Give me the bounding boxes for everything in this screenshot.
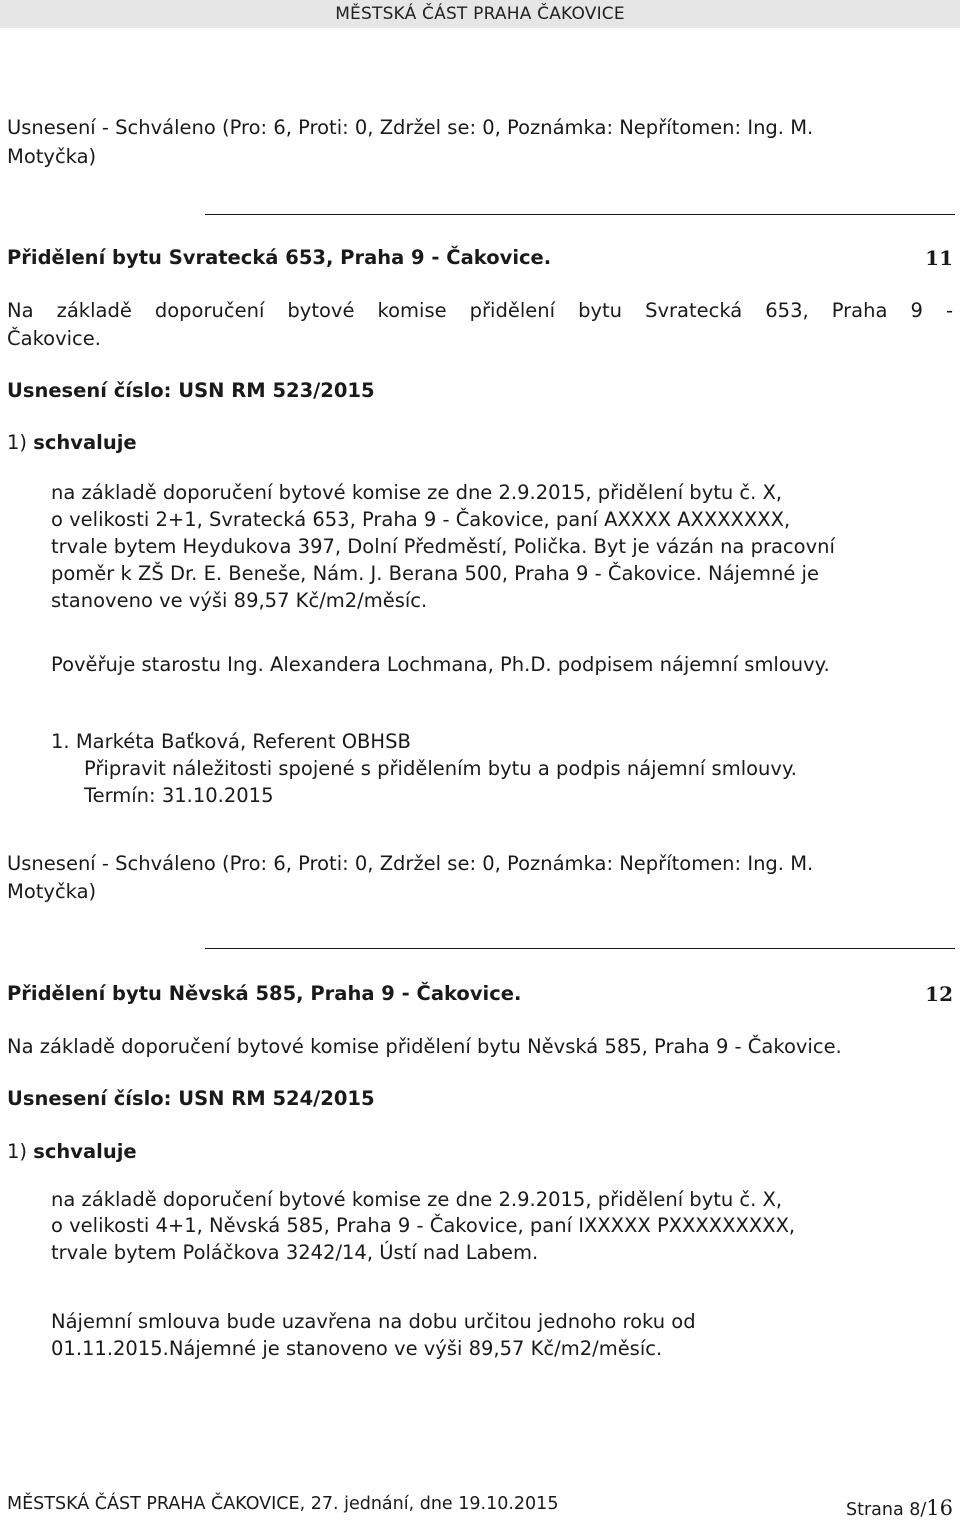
resolution-text: o velikosti 4+1, Něvská 585, Praha 9 - Čakovice, paní IXXXXX PXXXXXXXXX, xyxy=(51,1214,796,1237)
footer-text: MĚSTSKÁ ČÁST PRAHA ČAKOVICE, 27. jednání, dne 19.10.2015 xyxy=(7,1494,559,1514)
page-number xyxy=(846,1496,953,1520)
action-number: 1) xyxy=(7,1140,28,1163)
resolution-text: na základě doporučení bytové komise ze dne 2.9.2015, přidělení bytu č. X, xyxy=(51,1188,783,1211)
resolution-text: trvale bytem Heydukova 397, Dolní Předměstí, Polička. Byt je vázán na pracovní xyxy=(51,535,835,558)
task-assignee: Markéta Baťková, Referent OBHSB xyxy=(75,730,411,753)
page-header: MĚSTSKÁ ČÁST PRAHA ČAKOVICE xyxy=(0,0,960,28)
authorization-text: Pověřuje starostu Ing. Alexandera Lochmana, Ph.D. podpisem nájemní smlouvy. xyxy=(51,653,830,676)
item-title: Přidělení bytu Něvská 585, Praha 9 - Čakovice. xyxy=(7,982,522,1005)
resolution-text: o velikosti 2+1, Svratecká 653, Praha 9 - Čakovice, paní AXXXX AXXXXXXX, xyxy=(51,508,791,531)
task-deadline-label: Termín: xyxy=(84,784,156,807)
lease-text: Nájemní smlouva bude uzavřena na dobu určitou jednoho roku od xyxy=(51,1310,696,1333)
lease-text: 01.11.2015.Nájemné je stanoveno ve výši 89,57 Kč/m2/měsíc. xyxy=(51,1337,663,1360)
item-number: 11 xyxy=(925,246,953,270)
resolution-number: Usnesení číslo: USN RM 523/2015 xyxy=(7,379,375,402)
action-line xyxy=(7,431,137,454)
task-deadline-line xyxy=(84,784,273,807)
action-number: 1) xyxy=(7,431,28,454)
resolution-number: Usnesení číslo: USN RM 524/2015 xyxy=(7,1087,375,1110)
item-intro: Na základě doporučení bytové komise přidělení bytu Svratecká 653, Praha 9 - xyxy=(7,299,953,322)
item-title: Přidělení bytu Svratecká 653, Praha 9 - Čakovice. xyxy=(7,246,552,269)
page-label: Strana 8/ xyxy=(845,1500,927,1520)
item-intro: Na základě doporučení bytové komise přidělení bytu Něvská 585, Praha 9 - Čakovice. xyxy=(7,1035,842,1058)
resolution-text: na základě doporučení bytové komise ze dne 2.9.2015, přidělení bytu č. X, xyxy=(51,481,783,504)
action-verb: schvaluje xyxy=(33,431,137,454)
action-verb: schvaluje xyxy=(33,1140,137,1163)
action-line xyxy=(7,1140,137,1163)
item-intro: Čakovice. xyxy=(7,327,101,350)
resolution-text: poměr k ZŠ Dr. E. Beneše, Nám. J. Berana 500, Praha 9 - Čakovice. Nájemné je xyxy=(51,562,819,585)
item-number: 12 xyxy=(925,982,953,1006)
task-number: 1. xyxy=(51,730,70,753)
result-line: Motyčka) xyxy=(7,145,97,168)
page-total: 16 xyxy=(926,1496,953,1520)
section-divider xyxy=(205,214,955,215)
task-deadline: 31.10.2015 xyxy=(161,784,274,807)
result-line: Usnesení - Schváleno (Pro: 6, Proti: 0, Zdržel se: 0, Poznámka: Nepřítomen: Ing. M. xyxy=(7,116,814,139)
result-line: Motyčka) xyxy=(7,880,97,903)
result-line: Usnesení - Schváleno (Pro: 6, Proti: 0, Zdržel se: 0, Poznámka: Nepřítomen: Ing. M. xyxy=(7,852,814,875)
section-divider xyxy=(205,948,955,949)
resolution-text: stanoveno ve výši 89,57 Kč/m2/měsíc. xyxy=(51,589,428,612)
resolution-text: trvale bytem Poláčkova 3242/14, Ústí nad Labem. xyxy=(51,1241,539,1264)
task-assignee-line xyxy=(51,730,411,753)
task-description: Připravit náležitosti spojené s přidělením bytu a podpis nájemní smlouvy. xyxy=(84,757,797,780)
